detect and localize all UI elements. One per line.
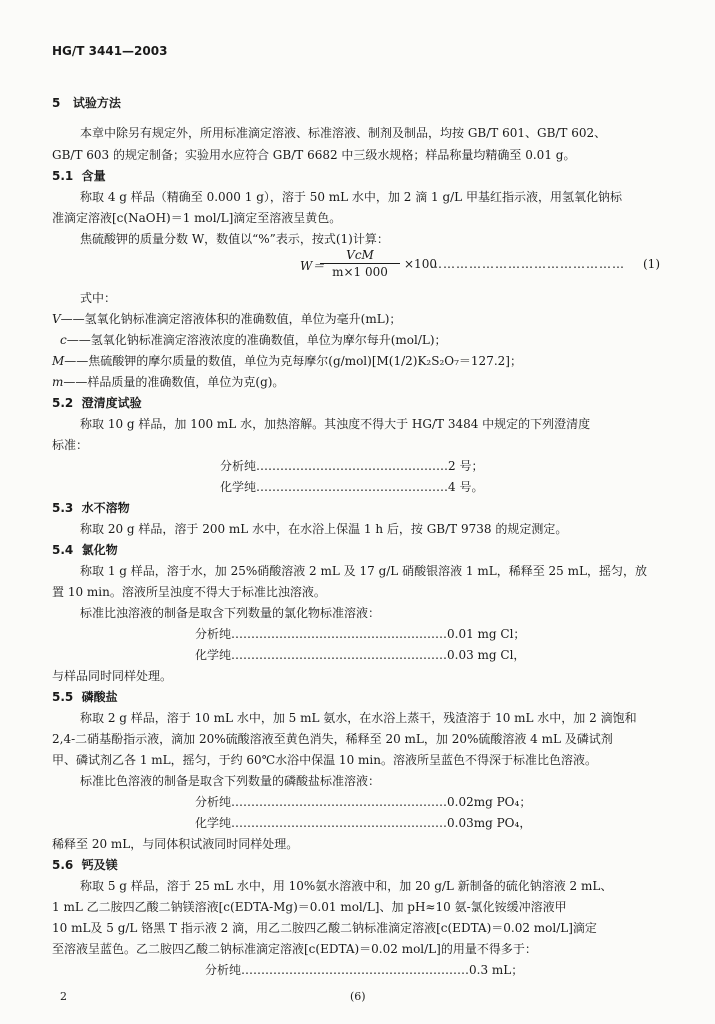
subsection-heading xyxy=(52,168,106,184)
paragraph: 标准比浊溶液的制备是取含下列数量的氯化物标准溶液： xyxy=(80,606,381,620)
variable-symbol: m xyxy=(52,375,64,389)
paragraph: 焦硫酸钾的质量分数 W，数值以“%”表示，按式(1)计算： xyxy=(80,232,389,246)
footer-center-number: (6) xyxy=(350,990,366,1003)
paragraph: 称取 20 g 样品，溶于 200 mL 水中，在水浴上保温 1 h 后，按 GB/T 9738 的规定测定。 xyxy=(80,522,568,536)
formula-numerator: VcM xyxy=(320,248,400,264)
subsection-number: 5.3 xyxy=(52,501,74,515)
variable-text: ——样品质量的准确数值，单位为克(g)。 xyxy=(63,375,285,389)
subsection-number: 5.5 xyxy=(52,690,74,704)
formula-leader: ……………………………………… xyxy=(430,257,625,271)
subsection-heading xyxy=(52,689,118,705)
subsection-number: 5.1 xyxy=(52,169,74,183)
paragraph: 称取 2 g 样品，溶于 10 mL 水中，加 5 mL 氨水，在水浴上蒸干，残渣溶于 10 mL 水中，加 2 滴饱和 xyxy=(80,711,637,725)
section-5-heading xyxy=(52,95,121,111)
paragraph: 称取 1 g 样品，溶于水，加 25%硝酸溶液 2 mL 及 17 g/L 硝酸银溶液 1 mL，稀释至 25 mL，摇匀，放 xyxy=(80,564,647,578)
grade-line: 化学纯………………………………………………0.03mg PO₄， xyxy=(195,816,532,830)
paragraph: 称取 4 g 样品（精确至 0.000 1 g），溶于 50 mL 水中，加 2 滴 1 g/L 甲基红指示液，用氢氧化钠标 xyxy=(80,190,622,204)
variable-definition xyxy=(52,311,401,327)
paragraph: 2,4-二硝基酚指示液，滴加 20%硫酸溶液至黄色消失，稀释至 20 mL，加 20%硫酸溶液 4 mL 及磷试剂 xyxy=(52,732,613,746)
subsection-number: 5.4 xyxy=(52,543,74,557)
paragraph: 标准： xyxy=(52,438,89,452)
paragraph: 至溶液呈蓝色。乙二胺四乙酸二钠标准滴定溶液[c(EDTA)＝0.02 mol/L]的用量不得多于： xyxy=(52,942,537,956)
variable-definition xyxy=(60,332,447,348)
section-title: 试验方法 xyxy=(72,96,121,110)
variable-text: ——氢氧化钠标准滴定溶液体积的准确数值，单位为毫升(mL)； xyxy=(60,312,402,326)
doc-number: HG/T 3441—2003 xyxy=(52,44,168,58)
equation-number: (1) xyxy=(643,257,660,271)
formula-fraction xyxy=(320,248,400,279)
subsection-heading xyxy=(52,500,130,516)
subsection-title: 含量 xyxy=(81,169,106,183)
section-number: 5 xyxy=(52,96,61,110)
subsection-title: 氯化物 xyxy=(81,543,118,557)
variable-definition xyxy=(52,374,284,390)
formula-1 xyxy=(300,248,660,282)
paragraph: GB/T 603 的规定制备；实验用水应符合 GB/T 6682 中三级水规格；样品称量均精确至 0.01 g。 xyxy=(52,148,576,162)
subsection-number: 5.2 xyxy=(52,396,74,410)
paragraph: 10 mL及 5 g/L 铬黑 T 指示液 2 滴，用乙二胺四乙酸二钠标准滴定溶液[c(EDTA)＝0.02 mol/L]滴定 xyxy=(52,921,597,935)
grade-line: 分析纯…………………………………………2 号； xyxy=(220,459,484,473)
subsection-heading xyxy=(52,395,142,411)
paragraph: 称取 5 g 样品，溶于 25 mL 水中，用 10%氨水溶液中和，加 20 g/L 新制备的硫化钠溶液 2 mL、 xyxy=(80,879,613,893)
subsection-title: 钙及镁 xyxy=(81,858,118,872)
paragraph: 本章中除另有规定外，所用标准滴定溶液、标准溶液、制剂及制品，均按 GB/T 601、GB/T 602、 xyxy=(80,126,607,140)
subsection-number: 5.6 xyxy=(52,858,74,872)
grade-line: 分析纯………………………………………………0.01 mg Cl； xyxy=(195,627,526,641)
grade-line: 化学纯………………………………………………0.03 mg Cl， xyxy=(195,648,526,662)
formula-times: ×100 xyxy=(404,257,437,271)
variable-symbol: M xyxy=(52,354,65,368)
paragraph: 标准比色溶液的制备是取含下列数量的磷酸盐标准溶液： xyxy=(80,774,381,788)
variable-definition xyxy=(52,353,522,369)
subsection-title: 水不溶物 xyxy=(81,501,130,515)
paragraph: 称取 10 g 样品，加 100 mL 水，加热溶解。其浊度不得大于 HG/T 3484 中规定的下列澄清度 xyxy=(80,417,591,431)
formula-lhs: W＝ xyxy=(300,259,325,273)
subsection-title: 磷酸盐 xyxy=(81,690,118,704)
variable-text: ——氢氧化钠标准滴定溶液浓度的准确数值，单位为摩尔每升(mol/L)； xyxy=(66,333,447,347)
paragraph: 置 10 min。溶液所呈浊度不得大于标准比浊溶液。 xyxy=(52,585,326,599)
paragraph: 准滴定溶液[c(NaOH)＝1 mol/L]滴定至溶液呈黄色。 xyxy=(52,211,342,225)
paragraph: 稀释至 20 mL，与同体积试液同时同样处理。 xyxy=(52,837,299,851)
grade-line: 分析纯…………………………………………………0.3 mL； xyxy=(205,963,524,977)
subsection-heading xyxy=(52,542,118,558)
grade-line: 分析纯………………………………………………0.02mg PO₄； xyxy=(195,795,532,809)
grade-line: 化学纯…………………………………………4 号。 xyxy=(220,480,484,494)
variable-text: ——焦硫酸钾的摩尔质量的数值，单位为克每摩尔(g/mol)[M(1/2)K₂S₂O₇＝127.2]； xyxy=(64,354,522,368)
subsection-title: 澄清度试验 xyxy=(81,396,142,410)
paragraph: 与样品同时同样处理。 xyxy=(52,669,173,683)
paragraph: 1 mL 乙二胺四乙酸二钠镁溶液[c(EDTA-Mg)＝0.01 mol/L]、加 pH≈10 氨-氯化铵缓冲溶液甲 xyxy=(52,900,567,914)
variable-symbol: c xyxy=(60,333,67,347)
subsection-heading xyxy=(52,857,118,873)
page-number: 2 xyxy=(60,990,67,1003)
formula-denominator: m×1 000 xyxy=(332,265,388,279)
paragraph: 甲、磷试剂乙各 1 mL，摇匀，于约 60℃水浴中保温 10 min。溶液所呈蓝色不得深于标准比色溶液。 xyxy=(52,753,597,767)
variable-symbol: V xyxy=(52,312,61,326)
where-label: 式中： xyxy=(80,291,117,305)
